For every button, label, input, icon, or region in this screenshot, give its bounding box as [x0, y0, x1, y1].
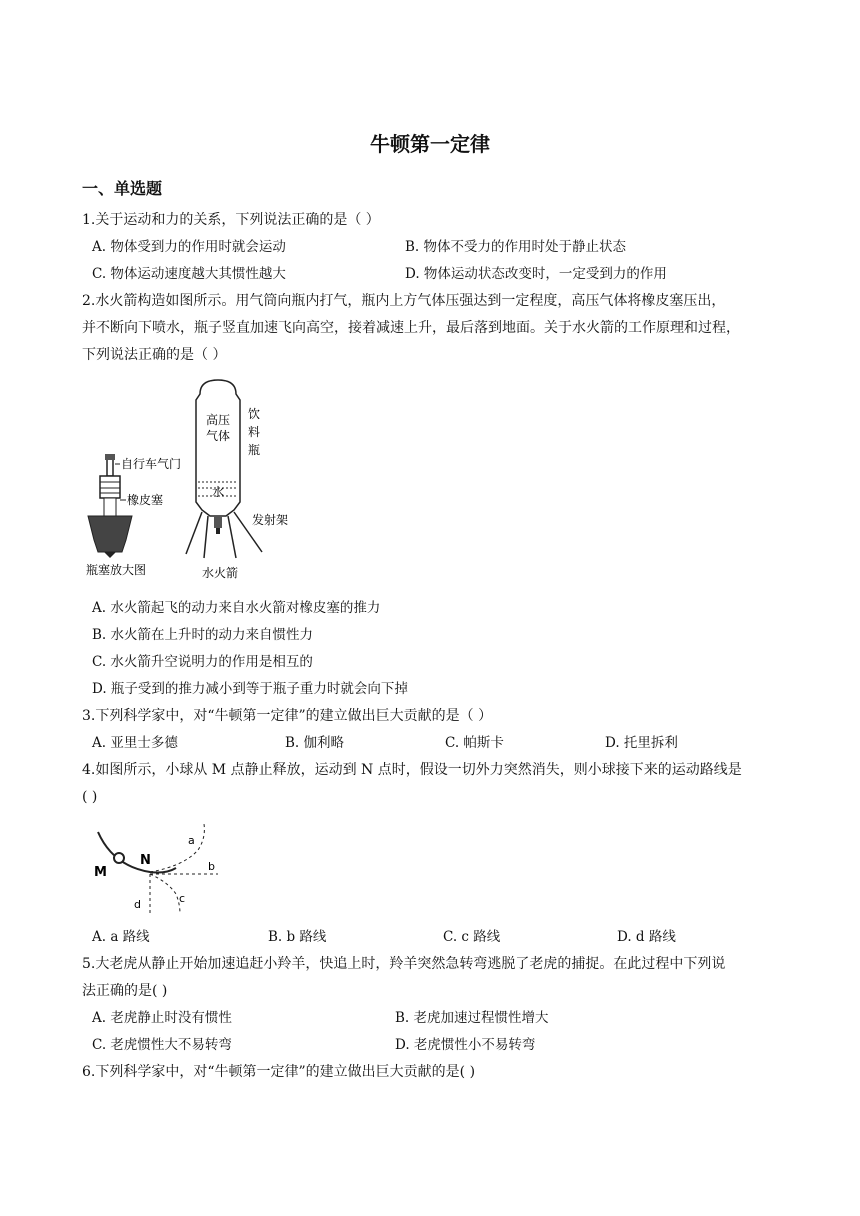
question-2-option-d: D. 瓶子受到的推力减小到等于瓶子重力时就会向下掉	[92, 681, 408, 697]
question-3-option-a: A. 亚里士多德	[92, 735, 178, 751]
label-rocket: 水火箭	[202, 566, 239, 580]
question-1-option-a: A. 物体受到力的作用时就会运动	[92, 239, 286, 255]
question-4-option-a: A. a 路线	[92, 929, 150, 945]
question-1-option-c: C. 物体运动速度越大其惯性越大	[92, 266, 286, 282]
question-5-option-c: C. 老虎惯性大不易转弯	[92, 1037, 232, 1053]
question-2-line-2: 并不断向下喷水，瓶子竖直加速飞向高空，接着减速上升，最后落到地面。关于水火箭的工作原理和过程，	[82, 320, 740, 336]
question-3-option-d: D. 托里拆利	[605, 735, 678, 751]
question-4-option-d: D. d 路线	[617, 929, 676, 945]
question-4-option-c: C. c 路线	[443, 929, 501, 945]
question-2-line-1: 2.水火箭构造如图所示。用气筒向瓶内打气，瓶内上方气体压强达到一定程度，高压气体将橡皮塞压出，	[82, 293, 726, 309]
question-4-option-b: B. b 路线	[268, 929, 327, 945]
question-5-option-b: B. 老虎加速过程惯性增大	[395, 1010, 549, 1026]
question-2-option-b: B. 水火箭在上升时的动力来自惯性力	[92, 627, 314, 643]
question-1-option-b: B. 物体不受力的作用时处于静止状态	[405, 239, 627, 255]
label-bottle-1: 饮	[248, 407, 261, 421]
page-title: 牛顿第一定律	[370, 132, 490, 156]
label-n: N	[140, 853, 151, 868]
section-heading: 一、单选题	[82, 179, 163, 198]
question-1-option-d: D. 物体运动状态改变时，一定受到力的作用	[405, 266, 667, 282]
question-3-option-b: B. 伽利略	[285, 735, 345, 751]
question-1-stem: 1.关于运动和力的关系，下列说法正确的是（ ）	[82, 212, 380, 228]
question-5-line-2: 法正确的是( )	[82, 983, 168, 999]
label-path-c: c	[179, 892, 186, 905]
label-m: M	[94, 865, 107, 880]
question-5-line-1: 5.大老虎从静止开始加速追赶小羚羊，快追上时，羚羊突然急转弯逃脱了老虎的捕捉。在此过程中下列说	[82, 956, 726, 972]
label-valve: 自行车气门	[121, 457, 182, 471]
label-path-b: b	[208, 860, 215, 873]
label-bottle-3: 瓶	[248, 443, 261, 457]
water-rocket-figure	[80, 372, 310, 584]
question-2-option-c: C. 水火箭升空说明力的作用是相互的	[92, 654, 313, 670]
question-4-line-2: ( )	[82, 789, 98, 805]
label-bottle-2: 料	[248, 425, 261, 439]
label-launcher: 发射架	[252, 513, 289, 527]
question-5-option-a: A. 老虎静止时没有惯性	[92, 1010, 232, 1026]
label-water: 水	[212, 485, 225, 499]
label-gas-2: 气体	[206, 429, 231, 443]
label-stopper: 橡皮塞	[127, 493, 164, 507]
label-path-d: d	[134, 898, 141, 911]
question-2-option-a: A. 水火箭起飞的动力来自水火箭对橡皮塞的推力	[92, 600, 381, 616]
question-3-stem: 3.下列科学家中，对“牛顿第一定律”的建立做出巨大贡献的是（ ）	[82, 708, 493, 724]
label-stopper-zoom: 瓶塞放大图	[86, 563, 147, 577]
question-6-stem: 6.下列科学家中，对“牛顿第一定律”的建立做出巨大贡献的是( )	[82, 1064, 476, 1080]
label-path-a: a	[188, 834, 195, 847]
question-2-line-3: 下列说法正确的是（ ）	[82, 347, 227, 363]
ball-path-figure	[88, 820, 228, 920]
question-4-line-1: 4.如图所示，小球从 M 点静止释放，运动到 N 点时，假设一切外力突然消失，则小球接下来的运动路线是	[82, 762, 742, 778]
question-3-option-c: C. 帕斯卡	[445, 735, 504, 751]
question-5-option-d: D. 老虎惯性小不易转弯	[395, 1037, 536, 1053]
label-gas-1: 高压	[206, 413, 231, 427]
